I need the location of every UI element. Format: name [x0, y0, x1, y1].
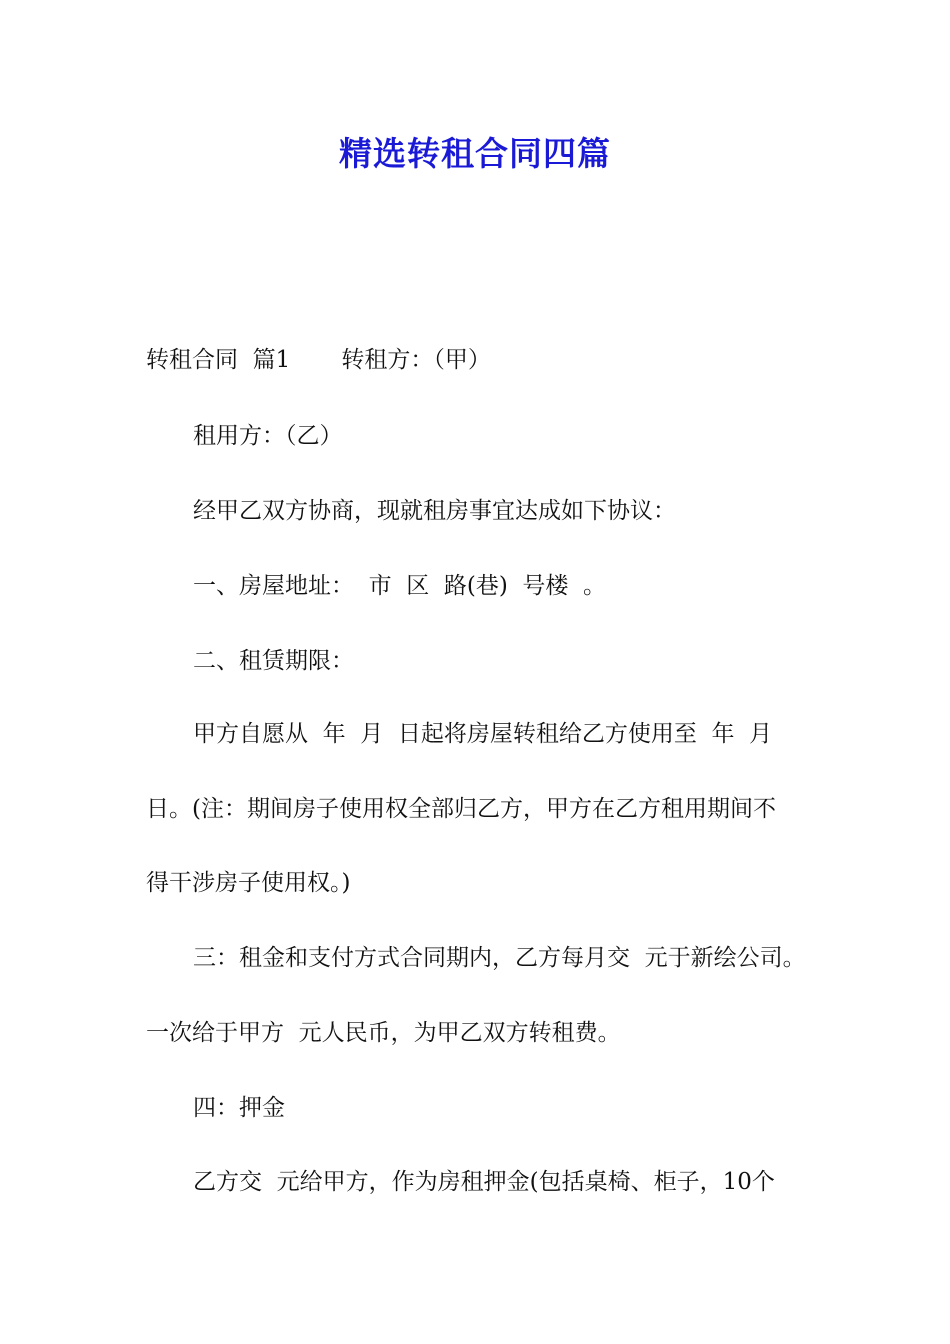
paragraph-line: 得干涉房子使用权。): [146, 870, 351, 896]
paragraph-line: 日。(注：期间房子使用权全部归乙方，甲方在乙方租用期间不: [146, 796, 776, 822]
paragraph-line: 转租合同 篇1 转租方：（甲）: [146, 347, 491, 373]
paragraph-line: 一、房屋地址： 市 区 路(巷) 号楼 。: [193, 573, 607, 599]
paragraph-line: 经甲乙双方协商，现就租房事宜达成如下协议：: [193, 498, 676, 524]
paragraph-line: 乙方交 元给甲方，作为房租押金(包括桌椅、柜子，10个: [193, 1169, 775, 1195]
document-title: 精选转租合同四篇: [339, 134, 611, 173]
paragraph-line: 一次给于甲方 元人民币，为甲乙双方转租费。: [146, 1020, 621, 1046]
paragraph-line: 四：押金: [193, 1095, 285, 1121]
paragraph-line: 租用方：（乙）: [193, 423, 343, 449]
paragraph-line: 三：租金和支付方式合同期内，乙方每月交 元于新绘公司。: [193, 945, 806, 971]
paragraph-line: 甲方自愿从 年 月 日起将房屋转租给乙方使用至 年 月: [193, 721, 773, 747]
paragraph-line: 二、租赁期限：: [193, 648, 354, 674]
